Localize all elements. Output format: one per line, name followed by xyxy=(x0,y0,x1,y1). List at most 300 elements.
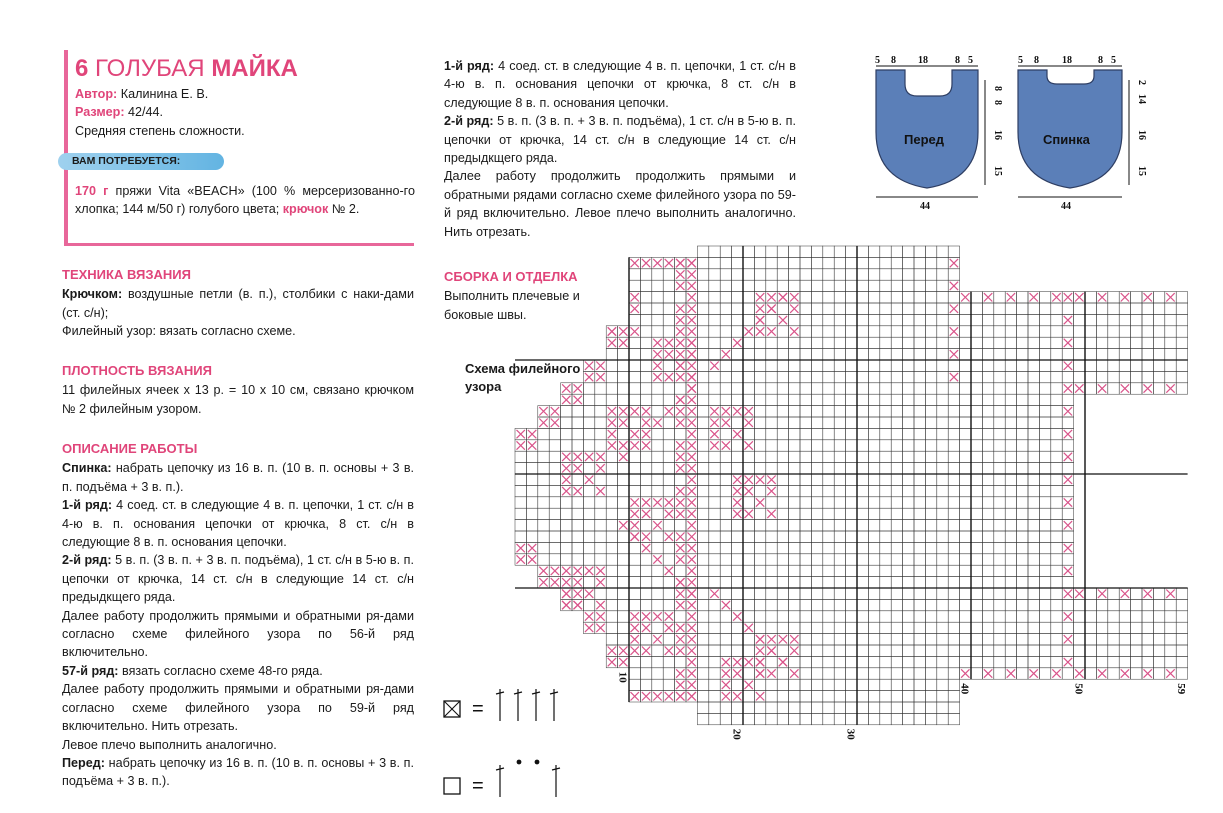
grid-cell xyxy=(971,542,982,553)
grid-cell xyxy=(720,577,731,588)
grid-cell xyxy=(663,280,674,291)
grid-cell xyxy=(583,497,594,508)
grid-cell xyxy=(709,565,720,576)
grid-cell xyxy=(1017,474,1028,485)
filled-cell-cross xyxy=(585,567,593,575)
grid-cell xyxy=(606,463,617,474)
grid-cell xyxy=(606,577,617,588)
grid-cell xyxy=(789,497,800,508)
grid-cell xyxy=(789,485,800,496)
grid-cell xyxy=(868,314,879,325)
filled-cell-cross xyxy=(562,384,570,392)
grid-cell xyxy=(720,531,731,542)
grid-cell xyxy=(857,360,868,371)
grid-cell xyxy=(697,371,708,382)
filled-cell-cross xyxy=(767,293,775,301)
filled-cell-cross xyxy=(676,407,684,415)
filled-cell-cross xyxy=(585,362,593,370)
grid-cell xyxy=(697,542,708,553)
grid-cell xyxy=(789,451,800,462)
grid-cell xyxy=(994,565,1005,576)
grid-cell xyxy=(720,383,731,394)
grid-cell xyxy=(880,326,891,337)
filled-cell-cross xyxy=(1098,293,1106,301)
grid-cell xyxy=(583,577,594,588)
grid-cell xyxy=(1108,645,1119,656)
grid-cell xyxy=(709,463,720,474)
grid-cell xyxy=(640,577,651,588)
grid-cell xyxy=(1039,292,1050,303)
grid-cell xyxy=(652,508,663,519)
grid-cell xyxy=(800,257,811,268)
grid-cell xyxy=(743,713,754,724)
grid-cell xyxy=(697,645,708,656)
grid-cell xyxy=(982,394,993,405)
grid-cell xyxy=(720,246,731,257)
grid-cell xyxy=(1165,337,1176,348)
filled-cell-cross xyxy=(710,441,718,449)
grid-cell xyxy=(800,679,811,690)
grid-cell xyxy=(1028,337,1039,348)
grid-cell xyxy=(652,656,663,667)
filled-cell-cross xyxy=(688,407,696,415)
back-pattern xyxy=(1018,55,1147,212)
grid-cell xyxy=(937,577,948,588)
grid-cell xyxy=(1039,622,1050,633)
grid-cell xyxy=(652,599,663,610)
grid-cell xyxy=(1005,577,1016,588)
grid-cell xyxy=(903,599,914,610)
grid-cell xyxy=(777,326,788,337)
grid-cell xyxy=(1165,656,1176,667)
filled-cell-cross xyxy=(676,533,684,541)
grid-cell xyxy=(937,520,948,531)
grid-cell xyxy=(629,314,640,325)
grid-cell xyxy=(1039,474,1050,485)
filled-cell-cross xyxy=(745,327,753,335)
grid-cell xyxy=(697,485,708,496)
grid-cell xyxy=(800,668,811,679)
grid-cell xyxy=(834,588,845,599)
filled-cell-cross xyxy=(688,282,696,290)
grid-cell xyxy=(1096,634,1107,645)
grid-cell xyxy=(982,303,993,314)
grid-cell xyxy=(1028,634,1039,645)
grid-cell xyxy=(960,565,971,576)
grid-cell xyxy=(1028,349,1039,360)
grid-cell xyxy=(1176,337,1187,348)
filled-cell-cross xyxy=(688,590,696,598)
grid-cell xyxy=(846,394,857,405)
grid-cell xyxy=(1017,577,1028,588)
grid-cell xyxy=(937,440,948,451)
grid-cell xyxy=(868,269,879,280)
grid-cell xyxy=(880,474,891,485)
grid-cell xyxy=(903,371,914,382)
grid-cell xyxy=(834,326,845,337)
filled-cell-cross xyxy=(653,362,661,370)
grid-cell xyxy=(1074,599,1085,610)
grid-cell xyxy=(583,406,594,417)
grid-cell xyxy=(925,634,936,645)
grid-cell xyxy=(675,611,686,622)
grid-cell xyxy=(846,349,857,360)
grid-cell xyxy=(777,622,788,633)
grid-cell xyxy=(675,474,686,485)
grid-cell xyxy=(971,611,982,622)
filled-cell-cross xyxy=(665,612,673,620)
filled-cell-cross xyxy=(596,601,604,609)
grid-cell xyxy=(994,508,1005,519)
grid-cell xyxy=(960,485,971,496)
grid-cell xyxy=(743,337,754,348)
grid-cell xyxy=(948,428,959,439)
filled-cell-cross xyxy=(608,339,616,347)
grid-cell xyxy=(880,451,891,462)
grid-cell xyxy=(846,269,857,280)
grid-cell xyxy=(937,417,948,428)
grid-cell xyxy=(925,702,936,713)
grid-cell xyxy=(857,508,868,519)
yarn-amount: 170 г xyxy=(75,184,109,198)
grid-cell xyxy=(994,337,1005,348)
grid-cell xyxy=(1131,360,1142,371)
grid-cell xyxy=(732,599,743,610)
filled-cell-cross xyxy=(688,635,696,643)
back-dim-5: 5 xyxy=(1111,55,1116,66)
grid-cell xyxy=(1119,303,1130,314)
grid-cell xyxy=(1051,554,1062,565)
grid-cell xyxy=(732,645,743,656)
grid-cell xyxy=(891,554,902,565)
grid-cell xyxy=(994,406,1005,417)
grid-cell xyxy=(857,668,868,679)
grid-cell xyxy=(971,383,982,394)
grid-cell xyxy=(1017,303,1028,314)
grid-cell xyxy=(583,599,594,610)
grid-cell xyxy=(811,257,822,268)
filled-cell-cross xyxy=(665,692,673,700)
grid-cell xyxy=(880,428,891,439)
grid-cell xyxy=(1108,634,1119,645)
grid-cell xyxy=(1096,326,1107,337)
grid-cell xyxy=(960,622,971,633)
filet-chart xyxy=(505,238,1185,808)
grid-cell xyxy=(1005,406,1016,417)
grid-cell xyxy=(903,497,914,508)
grid-cell xyxy=(640,269,651,280)
grid-cell xyxy=(914,383,925,394)
grid-cell xyxy=(732,622,743,633)
grid-cell xyxy=(1028,428,1039,439)
filled-cell-cross xyxy=(596,578,604,586)
filled-cell-cross xyxy=(733,476,741,484)
grid-cell xyxy=(561,508,572,519)
grid-cell xyxy=(1017,645,1028,656)
grid-cell xyxy=(971,588,982,599)
grid-cell xyxy=(675,656,686,667)
grid-cell xyxy=(891,497,902,508)
grid-cell xyxy=(925,371,936,382)
grid-cell xyxy=(891,246,902,257)
size-value: 42/44. xyxy=(128,105,164,120)
grid-cell xyxy=(1142,656,1153,667)
grid-cell xyxy=(937,622,948,633)
grid-cell xyxy=(777,679,788,690)
grid-cell xyxy=(789,417,800,428)
grid-cell xyxy=(823,451,834,462)
grid-cell xyxy=(914,668,925,679)
grid-cell xyxy=(1039,565,1050,576)
grid-cell xyxy=(595,406,606,417)
grid-cell xyxy=(766,406,777,417)
grid-cell xyxy=(800,622,811,633)
filled-cell-cross xyxy=(733,487,741,495)
grid-cell xyxy=(1005,520,1016,531)
grid-cell xyxy=(1005,485,1016,496)
grid-cell xyxy=(982,337,993,348)
grid-cell xyxy=(1108,314,1119,325)
grid-cell xyxy=(640,314,651,325)
filled-cell-cross xyxy=(517,441,525,449)
grid-cell xyxy=(880,463,891,474)
grid-cell xyxy=(800,520,811,531)
grid-cell xyxy=(618,531,629,542)
grid-cell xyxy=(777,337,788,348)
grid-cell xyxy=(800,713,811,724)
grid-cell xyxy=(652,668,663,679)
grid-cell xyxy=(709,542,720,553)
grid-cell xyxy=(697,451,708,462)
grid-cell xyxy=(754,246,765,257)
grid-cell xyxy=(743,691,754,702)
grid-cell xyxy=(868,360,879,371)
grid-cell xyxy=(1051,531,1062,542)
grid-cell xyxy=(1119,611,1130,622)
grid-cell xyxy=(994,474,1005,485)
front-label: Перед xyxy=(904,132,944,147)
grid-cell xyxy=(515,497,526,508)
grid-cell xyxy=(652,588,663,599)
grid-cell xyxy=(868,383,879,394)
grid-cell xyxy=(789,702,800,713)
grid-cell xyxy=(891,292,902,303)
grid-cell xyxy=(937,257,948,268)
grid-cell xyxy=(846,326,857,337)
filled-cell-cross xyxy=(653,555,661,563)
grid-cell xyxy=(720,702,731,713)
grid-cell xyxy=(629,463,640,474)
grid-cell xyxy=(663,679,674,690)
filled-cell-cross xyxy=(596,453,604,461)
grid-cell xyxy=(903,394,914,405)
grid-cell xyxy=(1074,314,1085,325)
grid-cell xyxy=(1062,508,1073,519)
grid-cell xyxy=(1005,554,1016,565)
grid-cell xyxy=(903,360,914,371)
grid-cell xyxy=(1142,314,1153,325)
grid-cell xyxy=(960,337,971,348)
filled-cell-cross xyxy=(1064,293,1072,301)
filled-cell-cross xyxy=(733,658,741,666)
filled-cell-cross xyxy=(574,384,582,392)
grid-cell xyxy=(811,554,822,565)
grid-cell xyxy=(1017,337,1028,348)
grid-cell xyxy=(800,371,811,382)
front-side-4: 15 xyxy=(992,166,1003,176)
grid-cell xyxy=(903,349,914,360)
filled-cell-cross xyxy=(950,259,958,267)
grid-cell xyxy=(720,394,731,405)
grid-cell xyxy=(777,451,788,462)
filled-cell-cross xyxy=(676,669,684,677)
grid-cell xyxy=(1176,383,1187,394)
grid-cell xyxy=(720,622,731,633)
grid-cell xyxy=(891,520,902,531)
grid-cell xyxy=(1108,371,1119,382)
grid-cell xyxy=(800,428,811,439)
grid-cell xyxy=(1028,645,1039,656)
grid-cell xyxy=(754,394,765,405)
grid-cell xyxy=(663,314,674,325)
grid-cell xyxy=(618,383,629,394)
grid-cell xyxy=(960,474,971,485)
grid-cell xyxy=(823,406,834,417)
grid-cell xyxy=(1165,314,1176,325)
filled-cell-cross xyxy=(585,453,593,461)
grid-cell xyxy=(789,565,800,576)
grid-cell xyxy=(697,520,708,531)
grid-cell xyxy=(709,713,720,724)
grid-cell xyxy=(1176,314,1187,325)
grid-cell xyxy=(868,440,879,451)
grid-cell xyxy=(811,713,822,724)
grid-cell xyxy=(960,645,971,656)
grid-cell xyxy=(914,634,925,645)
grid-cell xyxy=(640,326,651,337)
grid-cell xyxy=(538,497,549,508)
grid-cell xyxy=(1005,611,1016,622)
grid-cell xyxy=(629,577,640,588)
grid-cell xyxy=(1131,668,1142,679)
grid-cell xyxy=(948,645,959,656)
grid-cell xyxy=(1176,668,1187,679)
grid-cell xyxy=(994,394,1005,405)
grid-cell xyxy=(823,599,834,610)
grid-cell xyxy=(1039,383,1050,394)
grid-cell xyxy=(880,668,891,679)
filled-cell-cross xyxy=(631,635,639,643)
row57-text: вязать согласно схеме 48-го ряда. xyxy=(122,663,323,678)
filled-cell-cross xyxy=(562,476,570,484)
filled-cell-cross xyxy=(653,521,661,529)
grid-cell xyxy=(629,565,640,576)
filled-cell-cross xyxy=(631,327,639,335)
grid-cell xyxy=(720,371,731,382)
grid-cell xyxy=(777,360,788,371)
grid-cell xyxy=(857,634,868,645)
grid-cell xyxy=(732,634,743,645)
grid-cell xyxy=(880,713,891,724)
grid-cell xyxy=(1039,485,1050,496)
back-text: набрать цепочку из 16 в. п. (10 в. п. основы + 3 в. п. подъёма + 3 в. п.). xyxy=(62,461,415,494)
grid-cell xyxy=(857,463,868,474)
grid-cell xyxy=(1051,520,1062,531)
grid-cell xyxy=(1039,588,1050,599)
grid-cell xyxy=(697,269,708,280)
filled-cell-cross xyxy=(1121,669,1129,677)
grid-cell xyxy=(777,531,788,542)
grid-cell xyxy=(834,474,845,485)
grid-cell xyxy=(777,577,788,588)
grid-cell xyxy=(811,497,822,508)
grid-cell xyxy=(1005,440,1016,451)
filled-cell-cross xyxy=(688,658,696,666)
grid-cell xyxy=(743,394,754,405)
grid-cell xyxy=(937,280,948,291)
grid-cell xyxy=(766,713,777,724)
filled-cell-cross xyxy=(950,305,958,313)
grid-cell xyxy=(572,428,583,439)
grid-cell xyxy=(1142,622,1153,633)
grid-cell xyxy=(709,269,720,280)
grid-cell xyxy=(640,554,651,565)
filled-cell-cross xyxy=(562,590,570,598)
grid-cell xyxy=(640,520,651,531)
grid-cell xyxy=(1085,303,1096,314)
grid-cell xyxy=(1051,508,1062,519)
grid-cell xyxy=(777,474,788,485)
grid-cell xyxy=(982,440,993,451)
back-dim-2: 8 xyxy=(1034,55,1039,66)
grid-cell xyxy=(777,565,788,576)
grid-cell xyxy=(937,713,948,724)
grid-cell xyxy=(1028,451,1039,462)
grid-cell xyxy=(1062,440,1073,451)
grid-cell xyxy=(1039,611,1050,622)
grid-cell xyxy=(1051,440,1062,451)
grid-cell xyxy=(857,520,868,531)
grid-cell xyxy=(1017,394,1028,405)
grid-cell xyxy=(618,622,629,633)
grid-cell xyxy=(823,292,834,303)
filled-cell-cross xyxy=(596,567,604,575)
grid-cell xyxy=(572,406,583,417)
grid-cell xyxy=(720,428,731,439)
filled-cell-cross xyxy=(790,647,798,655)
grid-cell xyxy=(846,554,857,565)
grid-cell xyxy=(834,599,845,610)
grid-cell xyxy=(868,394,879,405)
grid-cell xyxy=(903,645,914,656)
grid-cell xyxy=(675,383,686,394)
filled-cell-cross xyxy=(710,362,718,370)
grid-cell xyxy=(891,668,902,679)
grid-cell xyxy=(811,292,822,303)
grid-cell xyxy=(891,531,902,542)
grid-cell xyxy=(697,280,708,291)
grid-cell xyxy=(891,577,902,588)
grid-cell xyxy=(1062,668,1073,679)
filled-cell-cross xyxy=(745,658,753,666)
grid-cell xyxy=(971,599,982,610)
grid-cell xyxy=(640,634,651,645)
filled-cell-cross xyxy=(722,441,730,449)
grid-cell xyxy=(925,474,936,485)
grid-cell xyxy=(1085,599,1096,610)
grid-cell xyxy=(1051,599,1062,610)
grid-cell xyxy=(846,588,857,599)
